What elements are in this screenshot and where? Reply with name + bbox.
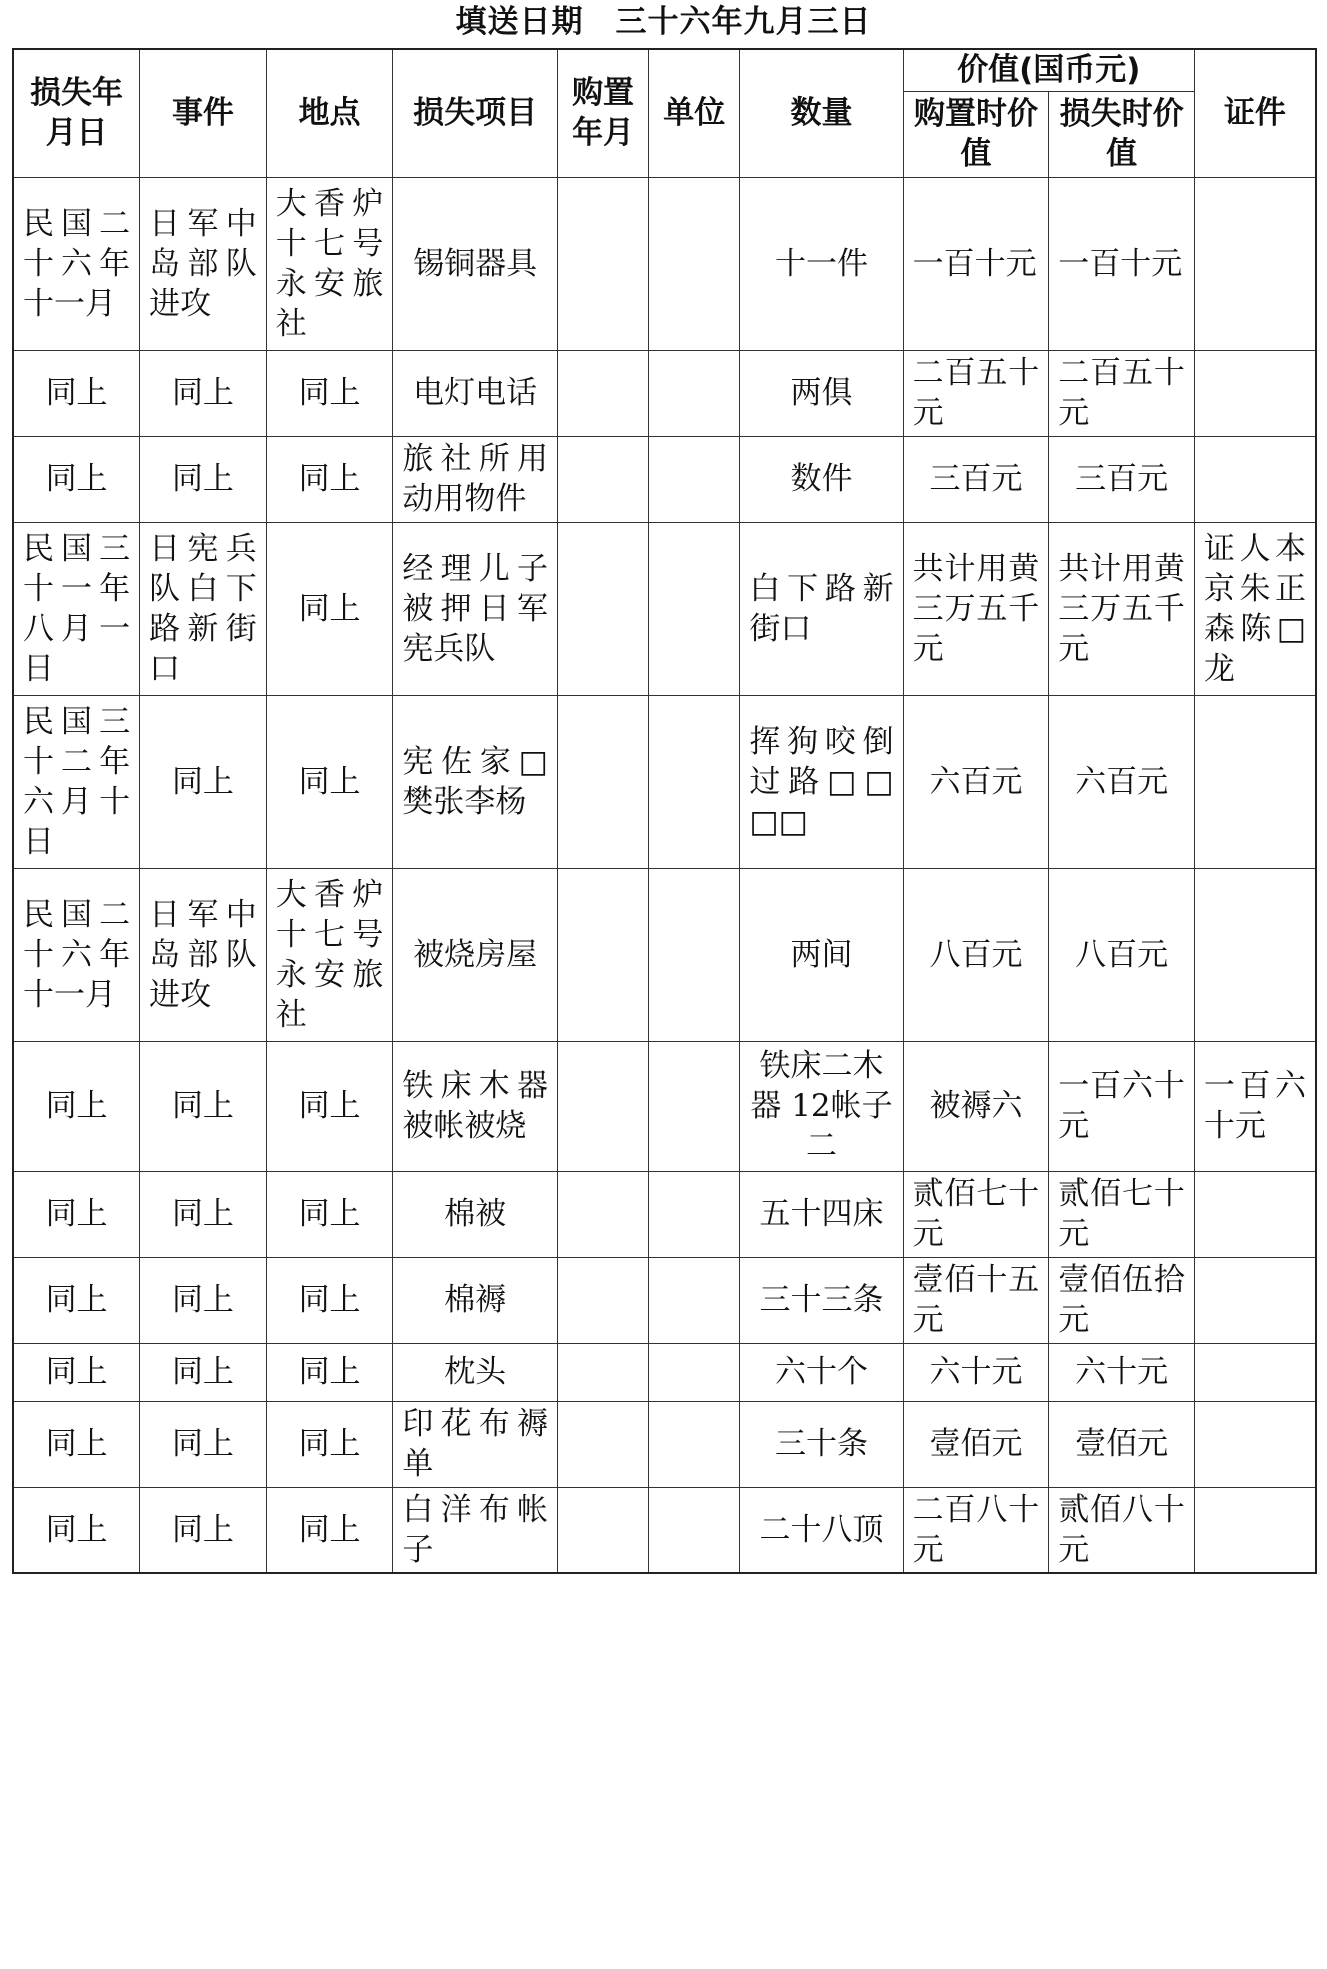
cell-loss-item: 白洋布帐子 (393, 1487, 558, 1573)
cell-purchase-date (557, 1343, 648, 1401)
cell-event: 同上 (140, 695, 267, 868)
cell-event: 同上 (140, 1401, 267, 1487)
cell-purchase-date (557, 1401, 648, 1487)
cell-loss-value: 一百十元 (1049, 177, 1195, 350)
cell-loss-value: 贰佰八十元 (1049, 1487, 1195, 1573)
cell-loss-date: 同上 (13, 1401, 140, 1487)
cell-location: 同上 (266, 1487, 393, 1573)
table-row (13, 1401, 1316, 1487)
cell-evidence (1194, 177, 1316, 350)
table-row (13, 177, 1316, 350)
cell-purchase-value: 八百元 (903, 868, 1049, 1041)
cell-unit (649, 868, 740, 1041)
cell-loss-value: 八百元 (1049, 868, 1195, 1041)
cell-loss-value: 二百五十元 (1049, 350, 1195, 436)
cell-event: 日军中岛部队进攻 (140, 868, 267, 1041)
cell-loss-date: 同上 (13, 1171, 140, 1257)
cell-unit (649, 695, 740, 868)
cell-loss-item: 铁床木器被帐被烧 (393, 1041, 558, 1171)
cell-evidence (1194, 1257, 1316, 1343)
header-loss-value: 损失时价值 (1049, 91, 1195, 177)
cell-evidence (1194, 1171, 1316, 1257)
cell-loss-item: 锡铜器具 (393, 177, 558, 350)
cell-location: 同上 (266, 695, 393, 868)
cell-loss-date: 同上 (13, 350, 140, 436)
cell-evidence: 证人本京朱正森陈□龙 (1194, 522, 1316, 695)
table-row (13, 1487, 1316, 1573)
header-purchase-value: 购置时价值 (903, 91, 1049, 177)
cell-event: 同上 (140, 1343, 267, 1401)
table-row (13, 436, 1316, 522)
cell-purchase-date (557, 868, 648, 1041)
cell-purchase-date (557, 350, 648, 436)
cell-location: 大香炉十七号永安旅社 (266, 868, 393, 1041)
cell-unit (649, 350, 740, 436)
table-header (13, 49, 1316, 177)
cell-loss-item: 经理儿子被押日军宪兵队 (393, 522, 558, 695)
cell-location: 同上 (266, 522, 393, 695)
cell-loss-value: 共计用黄三万五千元 (1049, 522, 1195, 695)
cell-event: 同上 (140, 1257, 267, 1343)
cell-unit (649, 177, 740, 350)
fill-date-line: 填送日期 三十六年九月三日 (455, 4, 872, 40)
cell-unit (649, 1487, 740, 1573)
cell-location: 同上 (266, 1401, 393, 1487)
cell-loss-date: 同上 (13, 1257, 140, 1343)
cell-quantity: 十一件 (740, 177, 903, 350)
cell-unit (649, 1257, 740, 1343)
cell-location: 同上 (266, 1171, 393, 1257)
cell-purchase-value: 六百元 (903, 695, 1049, 868)
cell-evidence (1194, 350, 1316, 436)
cell-purchase-date (557, 522, 648, 695)
cell-purchase-date (557, 695, 648, 868)
cell-purchase-value: 六十元 (903, 1343, 1049, 1401)
table-row (13, 695, 1316, 868)
cell-loss-item: 宪佐家□樊张李杨 (393, 695, 558, 868)
cell-purchase-date (557, 436, 648, 522)
cell-purchase-value: 壹佰十五元 (903, 1257, 1049, 1343)
cell-loss-date: 民国三十二年六月十日 (13, 695, 140, 868)
cell-location: 同上 (266, 1343, 393, 1401)
cell-purchase-date (557, 1171, 648, 1257)
cell-quantity: 白下路新街口 (740, 522, 903, 695)
cell-loss-item: 电灯电话 (393, 350, 558, 436)
cell-location: 同上 (266, 350, 393, 436)
cell-purchase-value: 共计用黄三万五千元 (903, 522, 1049, 695)
cell-evidence (1194, 1487, 1316, 1573)
cell-quantity: 五十四床 (740, 1171, 903, 1257)
cell-purchase-value: 三百元 (903, 436, 1049, 522)
cell-event: 同上 (140, 436, 267, 522)
cell-purchase-value: 二百八十元 (903, 1487, 1049, 1573)
cell-event: 同上 (140, 350, 267, 436)
header-evidence: 证件 (1194, 49, 1316, 177)
cell-loss-value: 三百元 (1049, 436, 1195, 522)
cell-quantity: 数件 (740, 436, 903, 522)
table-row (13, 350, 1316, 436)
cell-quantity: 三十条 (740, 1401, 903, 1487)
cell-quantity: 铁床二木器 12帐子二 (740, 1041, 903, 1171)
cell-evidence (1194, 695, 1316, 868)
cell-loss-date: 民国二十六年十一月 (13, 868, 140, 1041)
cell-unit (649, 1171, 740, 1257)
cell-loss-value: 六百元 (1049, 695, 1195, 868)
cell-purchase-date (557, 1257, 648, 1343)
cell-location: 同上 (266, 1041, 393, 1171)
header-row (13, 49, 1316, 91)
cell-event: 同上 (140, 1041, 267, 1171)
cell-evidence: 一百六十元 (1194, 1041, 1316, 1171)
cell-loss-value: 壹佰元 (1049, 1401, 1195, 1487)
cell-event: 同上 (140, 1171, 267, 1257)
header-location: 地点 (266, 49, 393, 177)
cell-event: 日宪兵队白下路新街口 (140, 522, 267, 695)
cell-quantity: 二十八顶 (740, 1487, 903, 1573)
header-loss-item: 损失项目 (393, 49, 558, 177)
cell-purchase-value: 二百五十元 (903, 350, 1049, 436)
cell-evidence (1194, 1343, 1316, 1401)
cell-loss-value: 一百六十元 (1049, 1041, 1195, 1171)
cell-loss-date: 同上 (13, 1343, 140, 1401)
cell-purchase-date (557, 1041, 648, 1171)
header-value-group: 价值(国币元) (903, 49, 1194, 91)
cell-event: 日军中岛部队进攻 (140, 177, 267, 350)
table-row (13, 1041, 1316, 1171)
header-unit: 单位 (649, 49, 740, 177)
cell-purchase-date (557, 177, 648, 350)
cell-loss-date: 同上 (13, 1487, 140, 1573)
cell-unit (649, 522, 740, 695)
cell-location: 同上 (266, 436, 393, 522)
cell-quantity: 六十个 (740, 1343, 903, 1401)
cell-loss-item: 印花布褥单 (393, 1401, 558, 1487)
table-row (13, 1343, 1316, 1401)
cell-quantity: 两俱 (740, 350, 903, 436)
table-row (13, 868, 1316, 1041)
cell-loss-date: 民国二十六年十一月 (13, 177, 140, 350)
table-row (13, 522, 1316, 695)
cell-loss-value: 六十元 (1049, 1343, 1195, 1401)
cell-loss-date: 同上 (13, 1041, 140, 1171)
cell-evidence (1194, 436, 1316, 522)
cell-purchase-date (557, 1487, 648, 1573)
header-quantity: 数量 (740, 49, 903, 177)
cell-unit (649, 1041, 740, 1171)
header-purchase-date: 购置年月 (557, 49, 648, 177)
table-row (13, 1257, 1316, 1343)
cell-loss-item: 枕头 (393, 1343, 558, 1401)
cell-loss-item: 被烧房屋 (393, 868, 558, 1041)
cell-purchase-value: 贰佰七十元 (903, 1171, 1049, 1257)
cell-quantity: 三十三条 (740, 1257, 903, 1343)
cell-quantity: 两间 (740, 868, 903, 1041)
table-row (13, 1171, 1316, 1257)
cell-loss-value: 壹佰伍拾元 (1049, 1257, 1195, 1343)
cell-loss-item: 棉褥 (393, 1257, 558, 1343)
header-loss-date: 损失年月日 (13, 49, 140, 177)
cell-purchase-value: 壹佰元 (903, 1401, 1049, 1487)
cell-quantity: 挥狗咬倒过路□□□□ (740, 695, 903, 868)
header-event: 事件 (140, 49, 267, 177)
cell-evidence (1194, 1401, 1316, 1487)
cell-purchase-value: 一百十元 (903, 177, 1049, 350)
cell-unit (649, 1343, 740, 1401)
cell-unit (649, 436, 740, 522)
table-body (13, 177, 1316, 1573)
cell-location: 同上 (266, 1257, 393, 1343)
cell-purchase-value: 被褥六 (903, 1041, 1049, 1171)
cell-location: 大香炉十七号永安旅社 (266, 177, 393, 350)
loss-report-table (12, 48, 1317, 1574)
cell-loss-value: 贰佰七十元 (1049, 1171, 1195, 1257)
cell-loss-date: 同上 (13, 436, 140, 522)
cell-loss-date: 民国三十一年八月一日 (13, 522, 140, 695)
cell-event: 同上 (140, 1487, 267, 1573)
cell-unit (649, 1401, 740, 1487)
cell-loss-item: 棉被 (393, 1171, 558, 1257)
cell-loss-item: 旅社所用动用物件 (393, 436, 558, 522)
cell-evidence (1194, 868, 1316, 1041)
